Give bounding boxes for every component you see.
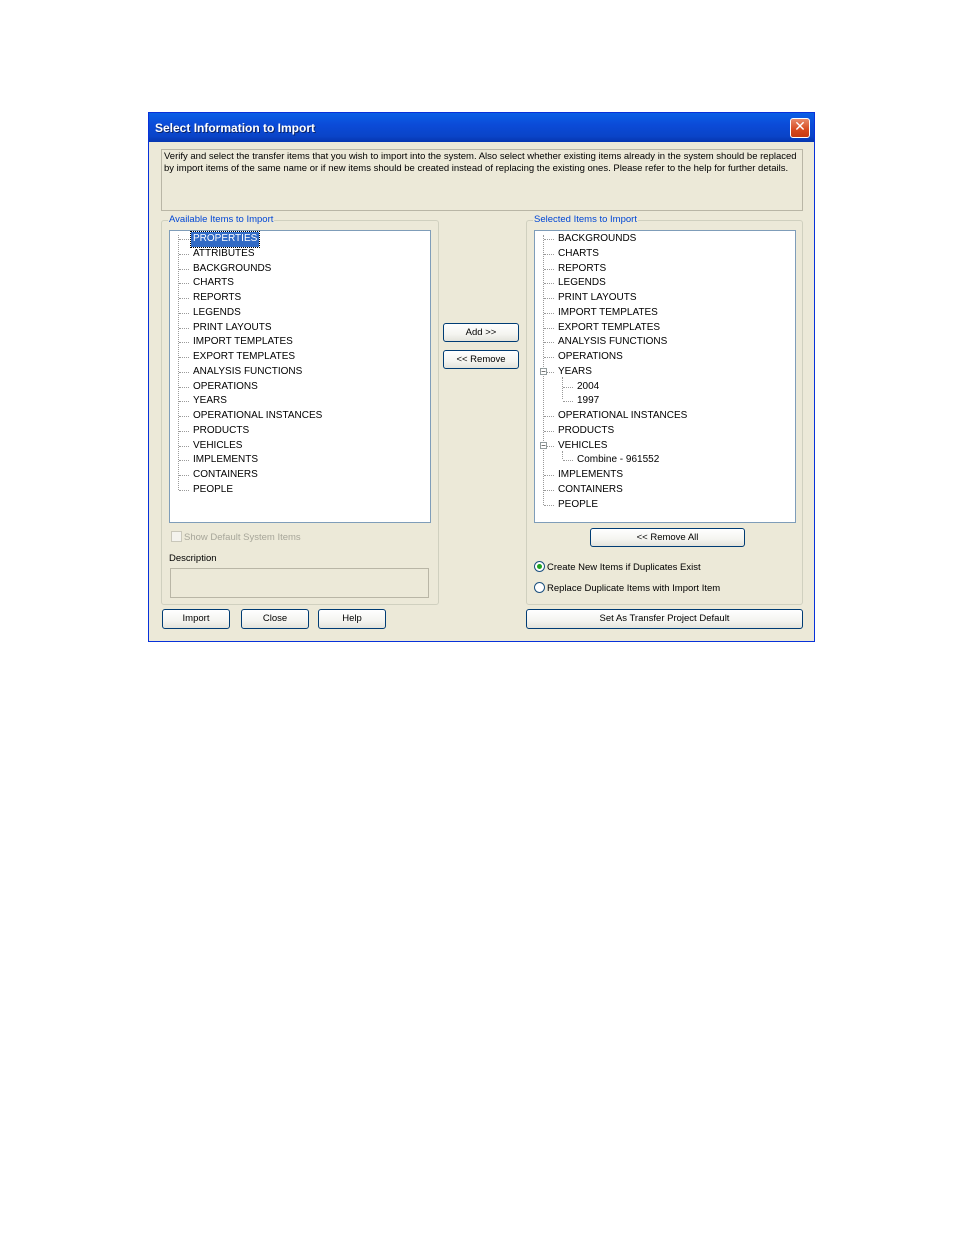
selected-item-label: CHARTS <box>558 247 599 259</box>
available-item-label: VEHICLES <box>193 439 243 451</box>
tree-connector <box>544 342 554 343</box>
available-item[interactable] <box>170 291 420 306</box>
radio-dot <box>534 582 545 593</box>
available-item[interactable] <box>170 262 420 277</box>
title-bar[interactable] <box>149 113 814 142</box>
available-item-label: CHARTS <box>193 277 234 289</box>
available-item[interactable] <box>170 424 420 439</box>
selected-item-label: VEHICLES <box>558 439 608 451</box>
tree-connector <box>179 342 189 343</box>
available-item[interactable] <box>170 394 420 409</box>
available-item-label: YEARS <box>193 395 227 407</box>
radio-dot <box>534 561 545 572</box>
tree-connector <box>563 401 573 402</box>
description-field <box>170 568 429 598</box>
available-item[interactable] <box>170 409 420 424</box>
selected-item-label: REPORTS <box>558 262 607 274</box>
create-new-label: Create New Items if Duplicates Exist <box>547 562 701 573</box>
selected-item-label: 1997 <box>577 395 600 407</box>
available-item[interactable] <box>170 439 420 454</box>
show-default-checkbox[interactable] <box>171 531 301 544</box>
selected-child-item[interactable] <box>535 394 785 409</box>
selected-item[interactable] <box>535 424 785 439</box>
selected-item-label: OPERATIONAL INSTANCES <box>558 410 688 421</box>
tree-connector <box>544 431 554 432</box>
selected-item-label: 2004 <box>577 380 600 392</box>
tree-connector <box>179 460 189 461</box>
tree-connector <box>179 416 189 417</box>
import-button[interactable]: Import <box>162 609 230 629</box>
selected-item[interactable] <box>535 276 785 291</box>
available-item-label: OPERATIONAL INSTANCES <box>193 410 323 421</box>
dialog-title: Select Information to Import <box>155 121 316 135</box>
available-item-label: BACKGROUNDS <box>193 262 272 274</box>
help-button[interactable]: Help <box>318 609 386 629</box>
tree-connector <box>544 269 554 270</box>
available-item-label: ANALYSIS FUNCTIONS <box>193 365 303 377</box>
tree-connector <box>544 239 554 240</box>
available-item[interactable] <box>170 483 420 498</box>
selected-item-label: ANALYSIS FUNCTIONS <box>558 336 668 348</box>
available-item[interactable] <box>170 468 420 483</box>
selected-item-label: CONTAINERS <box>558 483 623 495</box>
tree-connector <box>179 401 189 402</box>
collapse-icon[interactable]: − <box>541 366 546 376</box>
available-item-label: EXPORT TEMPLATES <box>193 351 296 362</box>
tree-connector <box>544 283 554 284</box>
selected-item[interactable] <box>535 350 785 365</box>
available-item-label: PRODUCTS <box>193 424 250 436</box>
available-items-list[interactable] <box>169 230 431 523</box>
selected-item[interactable] <box>535 483 785 498</box>
available-item-label: REPORTS <box>193 292 242 303</box>
selected-item[interactable] <box>535 247 785 262</box>
tree-connector <box>179 283 189 284</box>
set-default-button[interactable]: Set As Transfer Project Default <box>526 609 803 629</box>
import-dialog <box>148 112 815 642</box>
available-item-label: IMPLEMENTS <box>193 454 259 466</box>
selected-item-label: LEGENDS <box>558 277 606 289</box>
selected-item[interactable] <box>535 262 785 277</box>
tree-connector <box>179 328 189 329</box>
tree-connector <box>563 460 573 461</box>
tree-connector <box>544 490 554 491</box>
tree-connector <box>544 298 554 299</box>
available-item[interactable] <box>170 335 420 350</box>
available-item-label: PRINT LAYOUTS <box>193 321 272 333</box>
available-item[interactable] <box>170 380 420 395</box>
tree-connector <box>179 313 189 314</box>
selected-item[interactable] <box>535 439 785 454</box>
tree-connector <box>179 254 189 255</box>
selected-item[interactable] <box>535 335 785 350</box>
available-item[interactable] <box>170 321 420 336</box>
available-item-label: ATTRIBUTES <box>193 247 255 259</box>
remove-button[interactable]: << Remove <box>443 350 519 369</box>
selected-items-list[interactable] <box>534 230 796 523</box>
selected-item[interactable] <box>535 365 785 380</box>
tree-connector <box>544 416 554 417</box>
description-label: Description <box>169 553 217 564</box>
collapse-icon[interactable]: − <box>541 440 546 450</box>
available-item[interactable] <box>170 232 420 247</box>
selected-item-label: YEARS <box>558 365 592 377</box>
tree-connector <box>179 239 189 240</box>
tree-connector <box>544 313 554 314</box>
tree-connector <box>179 269 189 270</box>
close-icon[interactable]: ✕ <box>790 118 810 138</box>
selected-item[interactable] <box>535 409 785 424</box>
selected-item[interactable] <box>535 291 785 306</box>
remove-all-button[interactable]: << Remove All <box>590 528 745 547</box>
selected-item[interactable] <box>535 321 785 336</box>
create-new-radio[interactable] <box>534 561 701 574</box>
selected-item-label: PRODUCTS <box>558 424 615 436</box>
tree-connector <box>179 298 189 299</box>
selected-item-label: PEOPLE <box>558 498 599 510</box>
tree-connector <box>544 357 554 358</box>
available-item-label: PEOPLE <box>193 483 234 495</box>
selected-child-item[interactable] <box>535 453 785 468</box>
instructions-text: Verify and select the transfer items that you wish to import into the system. Also select whether existing items already in the system should be replaced by import items of the same name or if new items should be created instead of replacing the existing ones. Please refer to the help for further details. <box>161 149 803 211</box>
show-default-label: Show Default System Items <box>184 532 301 543</box>
checkbox-box <box>171 531 182 542</box>
selected-item[interactable] <box>535 306 785 321</box>
available-item-label: OPERATIONS <box>193 380 258 392</box>
available-item[interactable] <box>170 247 420 262</box>
available-item[interactable] <box>170 276 420 291</box>
tree-connector <box>179 372 189 373</box>
tree-connector <box>544 254 554 255</box>
tree-connector <box>179 446 189 447</box>
tree-connector <box>544 505 554 506</box>
close-button[interactable]: Close <box>241 609 309 629</box>
selected-item-label: BACKGROUNDS <box>558 233 637 244</box>
replace-radio[interactable] <box>534 582 720 595</box>
selected-item-label: IMPLEMENTS <box>558 469 624 480</box>
tree-connector <box>563 387 573 388</box>
available-item-label: LEGENDS <box>193 306 241 318</box>
available-items-label: Available Items to Import <box>169 214 274 225</box>
tree-connector <box>179 475 189 476</box>
tree-connector <box>179 490 189 491</box>
selected-item-label: OPERATIONS <box>558 351 623 362</box>
selected-items-label: Selected Items to Import <box>534 214 637 225</box>
selected-item[interactable] <box>535 498 785 513</box>
available-item[interactable] <box>170 350 420 365</box>
tree-connector <box>179 387 189 388</box>
tree-connector <box>544 328 554 329</box>
available-item-label: CONTAINERS <box>193 469 258 480</box>
available-item[interactable] <box>170 453 420 468</box>
selected-item[interactable] <box>535 468 785 483</box>
tree-connector <box>179 357 189 358</box>
replace-label: Replace Duplicate Items with Import Item <box>547 583 721 594</box>
selected-item-label: PRINT LAYOUTS <box>558 292 637 303</box>
selected-item-label: EXPORT TEMPLATES <box>558 321 661 333</box>
available-item-label: IMPORT TEMPLATES <box>193 336 293 348</box>
selected-item-label: Combine - 961552 <box>577 454 660 466</box>
tree-connector <box>179 431 189 432</box>
tree-connector <box>544 475 554 476</box>
add-button[interactable]: Add >> <box>443 323 519 342</box>
available-item-label: PROPERTIES <box>191 232 259 247</box>
selected-item[interactable] <box>535 232 785 247</box>
selected-item-label: IMPORT TEMPLATES <box>558 306 658 318</box>
available-item[interactable] <box>170 306 420 321</box>
available-item[interactable] <box>170 365 420 380</box>
selected-child-item[interactable] <box>535 380 785 395</box>
